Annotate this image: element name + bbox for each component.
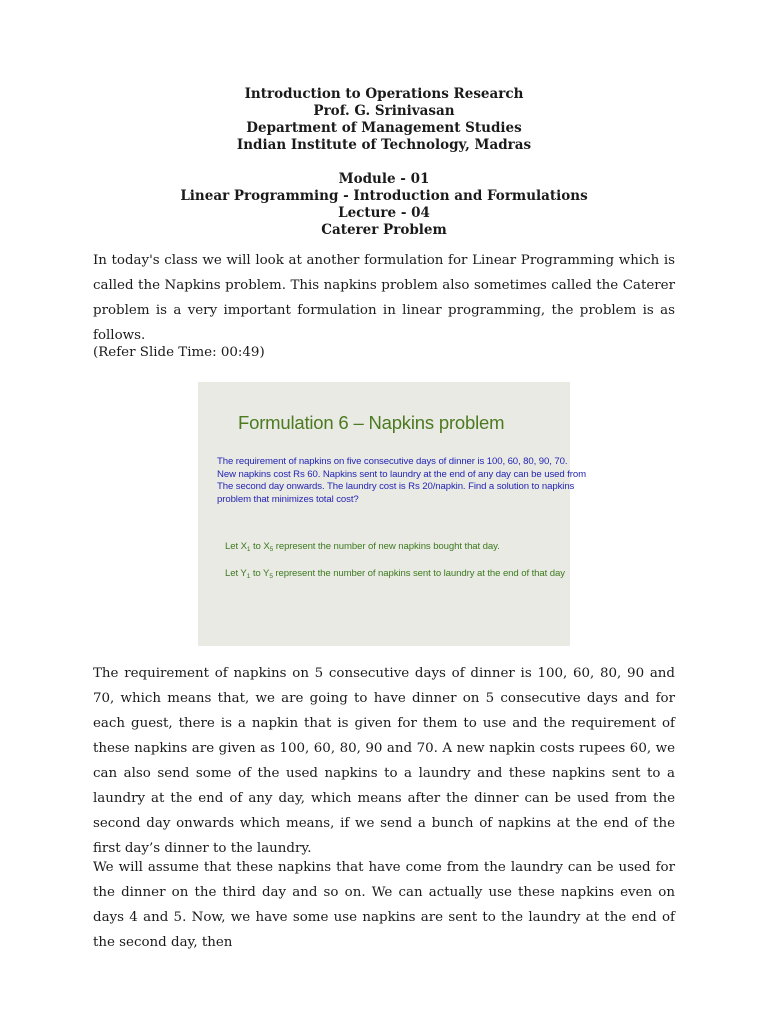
lecture-title: Caterer Problem — [321, 222, 447, 238]
module-title: Linear Programming - Introduction and Formulations — [180, 188, 588, 204]
slide-line: The second day onwards. The laundry cost is Rs 20/napkin. Find a solution to napkins — [217, 481, 575, 493]
slide-line: The requirement of napkins on five consecutive days of dinner is 100, 60, 80, 90, 70. — [217, 456, 568, 467]
slide-image — [198, 382, 586, 646]
module-number: Module - 01 — [338, 171, 430, 187]
slide-variable-x-definition: Let $X_1$ to $X_5$ represent the number of new napkins bought that day. — [225, 541, 500, 553]
body-paragraph-requirements: The requirement of napkins on 5 consecutive days of dinner is 100, 60, 80, 90 and 70, which means that, we are going to have dinner on 5 consecutive days and for each guest, there is a napkin that is given for them to use and the requirement of these napkins are given as 100, 60, 80, 90 and 70. A new napkin costs rupees 60, we can also send some of the used napkins to a laundry and these napkins sent to a laundry at the end of any day, which means after the dinner can be used from the second day onwards which means, if we send a bunch of napkins at the end of the first day’s dinner to the laundry. — [93, 666, 675, 856]
institute-name: Indian Institute of Technology, Madras — [236, 137, 532, 153]
body-paragraph-laundry: We will assume that these napkins that have come from the laundry can be used for the dinner on the third day and so on. We can actually use these napkins even on days 4 and 5. Now, we have some use napkins are sent to the laundry at the end of the second day, then — [93, 860, 675, 950]
lecture-number: Lecture - 04 — [338, 205, 430, 221]
department-name: Department of Management Studies — [246, 120, 522, 136]
professor-name: Prof. G. Srinivasan — [313, 103, 455, 119]
slide-line: problem that minimizes total cost? — [217, 493, 359, 505]
refer-slide-time: (Refer Slide Time: 00:49) — [93, 345, 265, 360]
lecture-header — [0, 86, 768, 239]
slide-line: New napkins cost Rs 60. Napkins sent to laundry at the end of any day can be used from — [217, 468, 586, 480]
intro-paragraph: In today's class we will look at another formulation for Linear Programming which is called the Napkins problem. This napkins problem also sometimes called the Caterer problem is a very important formulation in linear programming, the problem is as follows. — [93, 253, 675, 343]
slide-variable-y-definition: Let $Y_1$ to $Y_5$ represent the number of napkins sent to laundry at the end of that day — [225, 568, 565, 580]
slide-title: Formulation 6 – Napkins problem — [238, 412, 505, 433]
slide-problem-statement — [217, 456, 586, 506]
course-title: Introduction to Operations Research — [244, 86, 524, 102]
